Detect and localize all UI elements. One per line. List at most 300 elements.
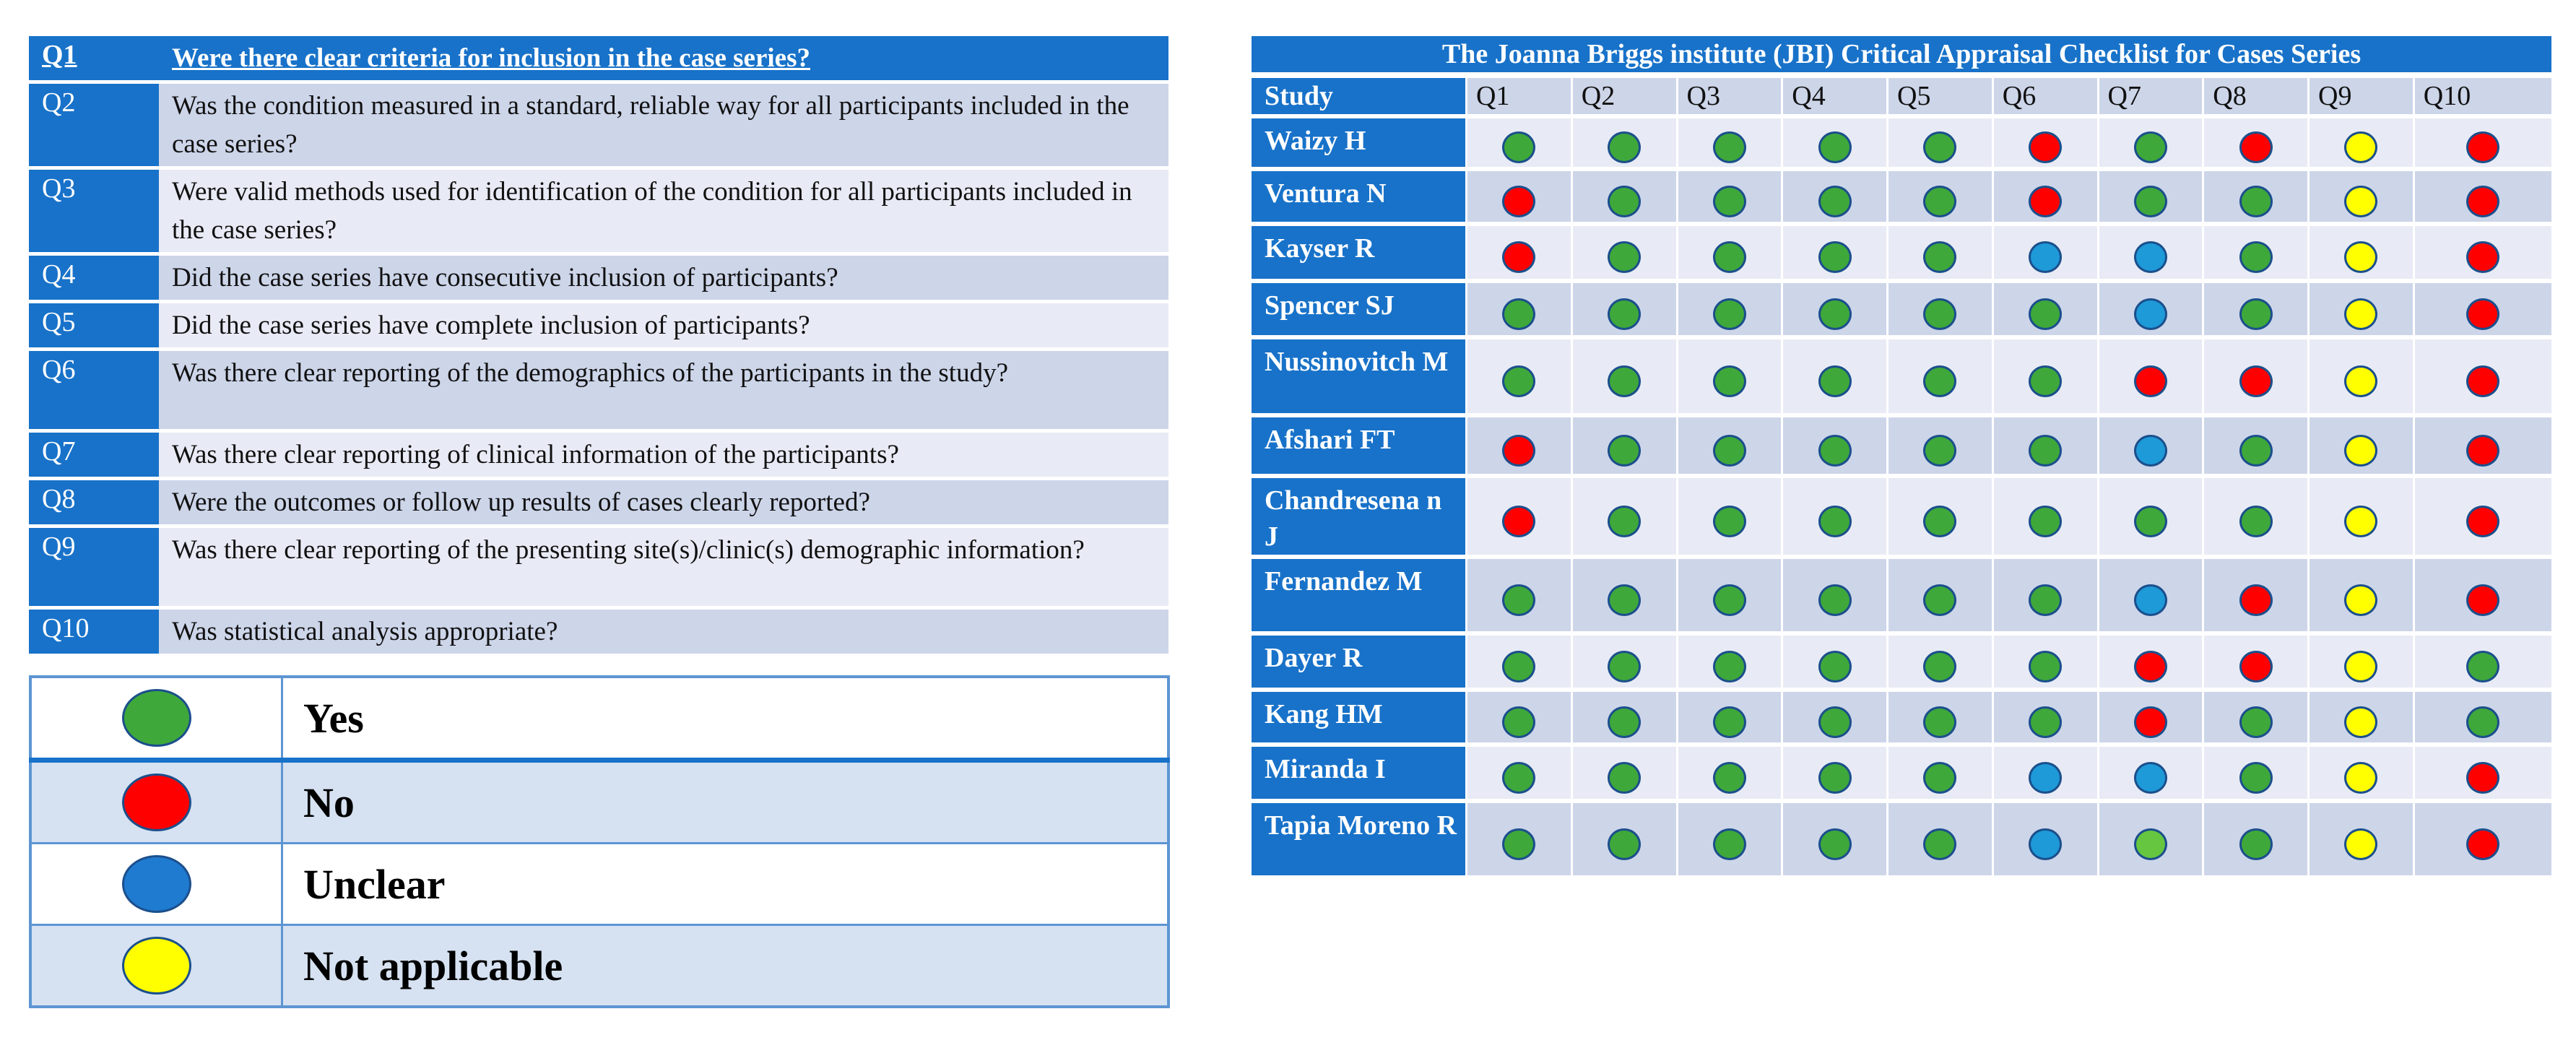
yes-circle-icon xyxy=(1608,506,1641,537)
yes-circle-icon xyxy=(1923,435,1956,467)
yes-circle-icon xyxy=(1713,584,1746,616)
not-applicable-circle-icon xyxy=(2344,131,2377,163)
no-circle-icon xyxy=(2466,435,2499,467)
yes-circle-icon xyxy=(1818,651,1852,682)
yes-circle-icon xyxy=(1818,241,1852,273)
rating-cell xyxy=(2310,417,2413,474)
rating-cell xyxy=(1467,118,1571,167)
yes-circle-icon xyxy=(1923,828,1956,860)
question-text: Was there clear reporting of clinical information of the participants? xyxy=(159,433,1168,477)
rating-cell xyxy=(2204,747,2307,799)
unclear-circle-icon xyxy=(2029,241,2062,273)
question-column-header: Q7 xyxy=(2099,78,2203,114)
yes-circle-icon xyxy=(1713,186,1746,217)
rating-cell xyxy=(1678,803,1782,875)
no-circle-icon xyxy=(2239,365,2273,397)
not-applicable-circle-icon xyxy=(2344,651,2377,682)
rating-cell xyxy=(2204,171,2307,222)
rating-cell xyxy=(1888,478,1992,555)
no-circle-icon xyxy=(1502,506,1535,537)
rating-cell xyxy=(2310,118,2413,167)
rating-cell xyxy=(2099,478,2203,555)
yes-circle-icon xyxy=(1608,651,1641,682)
question-column-header: Q4 xyxy=(1783,78,1886,114)
unclear-circle-icon xyxy=(2134,435,2167,467)
rating-cell xyxy=(1467,803,1571,875)
yes-circle-icon xyxy=(2029,365,2062,397)
rating-cell xyxy=(2310,171,2413,222)
jbi-table-title: The Joanna Briggs institute (JBI) Critical Appraisal Checklist for Cases Series xyxy=(1252,36,2551,72)
question-text: Did the case series have complete inclusion of participants? xyxy=(159,303,1168,347)
no-circle-icon xyxy=(2466,506,2499,537)
rating-cell xyxy=(1467,747,1571,799)
not-applicable-circle-icon xyxy=(2344,828,2377,860)
yes-circle-icon xyxy=(1818,131,1852,163)
rating-cell xyxy=(1888,747,1992,799)
rating-cell xyxy=(1994,171,2097,222)
unclear-circle-icon xyxy=(2029,762,2062,794)
rating-cell xyxy=(1678,118,1782,167)
rating-cell xyxy=(2310,226,2413,279)
question-row xyxy=(29,528,1168,606)
rating-cell xyxy=(1573,417,1676,474)
rating-cell xyxy=(2415,118,2551,167)
unclear-circle-icon xyxy=(2134,762,2167,794)
rating-cell xyxy=(1678,283,1782,335)
question-id: Q3 xyxy=(29,170,159,252)
rating-cell xyxy=(1783,417,1886,474)
study-name: Chandresena n J xyxy=(1252,478,1465,555)
rating-cell xyxy=(1783,747,1886,799)
question-id: Q6 xyxy=(29,351,159,429)
yes-circle-icon xyxy=(1608,706,1641,738)
rating-cell xyxy=(1678,636,1782,688)
rating-cell xyxy=(1467,226,1571,279)
rating-cell xyxy=(2415,478,2551,555)
yes-circle-icon xyxy=(2239,186,2273,217)
study-row xyxy=(1252,636,2551,688)
yes-circle-icon xyxy=(1923,651,1956,682)
yes-circle-icon xyxy=(2029,706,2062,738)
rating-cell xyxy=(2099,283,2203,335)
rating-cell xyxy=(1888,283,1992,335)
rating-cell xyxy=(1467,283,1571,335)
legend-label: Yes xyxy=(282,677,1169,760)
unclear-circle-icon xyxy=(2134,298,2167,330)
question-row xyxy=(29,170,1168,252)
yes-circle-icon xyxy=(2239,706,2273,738)
yes-circle-icon xyxy=(1923,584,1956,616)
question-text: Did the case series have consecutive inclusion of participants? xyxy=(159,256,1168,300)
yes-circle-icon xyxy=(1923,762,1956,794)
no-circle-icon xyxy=(2466,298,2499,330)
rating-cell xyxy=(1888,417,1992,474)
not-applicable-circle-icon xyxy=(2344,762,2377,794)
rating-cell xyxy=(1888,803,1992,875)
rating-cell xyxy=(2099,692,2203,742)
not-applicable-circle-icon xyxy=(2344,186,2377,217)
rating-cell xyxy=(2415,417,2551,474)
rating-cell xyxy=(1783,803,1886,875)
rating-cell xyxy=(2204,118,2307,167)
rating-cell xyxy=(2099,339,2203,413)
rating-cell xyxy=(1888,226,1992,279)
legend-label: Unclear xyxy=(282,844,1169,925)
rating-cell xyxy=(2099,226,2203,279)
rating-cell xyxy=(1573,226,1676,279)
question-text: Were the outcomes or follow up results of cases clearly reported? xyxy=(159,480,1168,524)
rating-cell xyxy=(1783,636,1886,688)
rating-cell xyxy=(1783,283,1886,335)
no-circle-icon xyxy=(2134,651,2167,682)
rating-cell xyxy=(2204,417,2307,474)
study-name: Kang HM xyxy=(1252,692,1465,742)
rating-cell xyxy=(2415,636,2551,688)
no-circle-icon xyxy=(2466,584,2499,616)
no-circle-icon xyxy=(1502,186,1535,217)
rating-cell xyxy=(1994,339,2097,413)
rating-cell xyxy=(2204,283,2307,335)
question-column-header: Q6 xyxy=(1994,78,2097,114)
rating-cell xyxy=(2310,478,2413,555)
rating-cell xyxy=(2204,636,2307,688)
study-name: Fernandez M xyxy=(1252,559,1465,631)
rating-cell xyxy=(1888,636,1992,688)
question-column-header: Q8 xyxy=(2204,78,2307,114)
study-row xyxy=(1252,171,2551,222)
question-column-header: Q10 xyxy=(2415,78,2551,114)
study-name: Dayer R xyxy=(1252,636,1465,688)
question-id: Q8 xyxy=(29,480,159,524)
yes-circle-icon xyxy=(1608,365,1641,397)
rating-cell xyxy=(1467,636,1571,688)
rating-cell xyxy=(1573,747,1676,799)
legend-item-unclear xyxy=(30,844,1168,925)
rating-cell xyxy=(2099,171,2203,222)
yes-circle-icon xyxy=(1713,131,1746,163)
rating-cell xyxy=(1994,417,2097,474)
legend-table xyxy=(29,675,1170,1008)
rating-cell xyxy=(2204,226,2307,279)
rating-cell xyxy=(1888,339,1992,413)
rating-cell xyxy=(2204,803,2307,875)
yes-circle-icon xyxy=(1818,435,1852,467)
yes-circle-icon xyxy=(1608,186,1641,217)
yes-circle-icon xyxy=(2134,828,2167,860)
study-row xyxy=(1252,339,2551,413)
yes-circle-icon xyxy=(1502,828,1535,860)
rating-cell xyxy=(2415,283,2551,335)
yes-circle-icon xyxy=(2239,828,2273,860)
study-row xyxy=(1252,118,2551,167)
no-circle-icon xyxy=(2029,131,2062,163)
rating-cell xyxy=(1467,478,1571,555)
unclear-circle-icon xyxy=(2134,584,2167,616)
yes-circle-icon xyxy=(1713,241,1746,273)
yes-circle-icon xyxy=(1923,241,1956,273)
question-column-header: Q2 xyxy=(1573,78,1676,114)
rating-cell xyxy=(1678,417,1782,474)
yes-circle-icon xyxy=(1923,298,1956,330)
no-circle-icon xyxy=(1502,435,1535,467)
rating-cell xyxy=(2310,559,2413,631)
no-circle-icon xyxy=(2239,651,2273,682)
yes-circle-icon xyxy=(1608,131,1641,163)
yes-circle-icon xyxy=(1818,584,1852,616)
question-row xyxy=(29,256,1168,300)
yes-circle-icon xyxy=(2029,651,2062,682)
yes-circle-icon xyxy=(1608,241,1641,273)
rating-cell xyxy=(1573,339,1676,413)
yes-circle-icon xyxy=(2239,241,2273,273)
yes-circle-icon xyxy=(1818,762,1852,794)
unclear-circle-icon xyxy=(2134,241,2167,273)
rating-cell xyxy=(2415,226,2551,279)
question-row xyxy=(29,351,1168,429)
yes-circle-icon xyxy=(2134,506,2167,537)
study-name: Spencer SJ xyxy=(1252,283,1465,335)
yes-circle-icon xyxy=(2134,186,2167,217)
rating-cell xyxy=(2310,692,2413,742)
yes-circle-icon xyxy=(1713,828,1746,860)
yes-circle-icon xyxy=(1608,762,1641,794)
legend-label: No xyxy=(282,760,1169,844)
yes-circle-icon xyxy=(2239,506,2273,537)
study-row xyxy=(1252,559,2551,631)
yes-circle-icon xyxy=(1713,365,1746,397)
rating-cell xyxy=(1678,559,1782,631)
rating-cell xyxy=(1994,636,2097,688)
rating-cell xyxy=(1994,692,2097,742)
question-column-header: Q9 xyxy=(2310,78,2413,114)
question-row xyxy=(29,480,1168,524)
no-circle-icon xyxy=(2466,131,2499,163)
not-applicable-circle-icon xyxy=(2344,584,2377,616)
no-circle-icon xyxy=(2466,241,2499,273)
question-id: Q1 xyxy=(29,36,159,80)
not-applicable-circle-icon xyxy=(2344,435,2377,467)
study-name: Kayser R xyxy=(1252,226,1465,279)
rating-cell xyxy=(1678,747,1782,799)
yes-circle-icon xyxy=(1713,762,1746,794)
rating-cell xyxy=(1994,559,2097,631)
rating-cell xyxy=(2099,803,2203,875)
rating-cell xyxy=(2204,478,2307,555)
not-applicable-circle-icon xyxy=(2344,298,2377,330)
study-row xyxy=(1252,803,2551,875)
rating-cell xyxy=(2310,339,2413,413)
not-applicable-circle-icon xyxy=(2344,706,2377,738)
study-name: Tapia Moreno R xyxy=(1252,803,1465,875)
rating-cell xyxy=(1783,692,1886,742)
question-text: Were there clear criteria for inclusion in the case series? xyxy=(159,36,1168,80)
yes-circle-icon xyxy=(2029,298,2062,330)
rating-cell xyxy=(1678,692,1782,742)
question-text: Was statistical analysis appropriate? xyxy=(159,610,1168,654)
yes-circle-icon xyxy=(1608,298,1641,330)
rating-cell xyxy=(1467,417,1571,474)
no-circle-icon xyxy=(122,774,191,831)
rating-cell xyxy=(2415,339,2551,413)
yes-circle-icon xyxy=(1923,706,1956,738)
question-column-header: Q5 xyxy=(1888,78,1992,114)
study-row xyxy=(1252,692,2551,742)
question-column-header: Q3 xyxy=(1678,78,1782,114)
rating-cell xyxy=(2415,692,2551,742)
question-id: Q10 xyxy=(29,610,159,654)
study-name: Ventura N xyxy=(1252,171,1465,222)
question-id: Q7 xyxy=(29,433,159,477)
rating-cell xyxy=(1678,339,1782,413)
rating-cell xyxy=(2204,559,2307,631)
rating-cell xyxy=(1994,118,2097,167)
question-row xyxy=(29,610,1168,654)
no-circle-icon xyxy=(2466,828,2499,860)
rating-cell xyxy=(1573,559,1676,631)
rating-cell xyxy=(2099,636,2203,688)
question-row xyxy=(29,84,1168,166)
no-circle-icon xyxy=(2239,131,2273,163)
question-id: Q4 xyxy=(29,256,159,300)
rating-cell xyxy=(1678,171,1782,222)
yes-circle-icon xyxy=(1713,651,1746,682)
rating-cell xyxy=(1573,118,1676,167)
question-text: Was there clear reporting of the demographics of the participants in the study? xyxy=(159,351,1168,429)
rating-cell xyxy=(1994,478,2097,555)
yes-circle-icon xyxy=(1818,506,1852,537)
yes-circle-icon xyxy=(1818,186,1852,217)
study-row xyxy=(1252,417,2551,474)
no-circle-icon xyxy=(2466,186,2499,217)
rating-cell xyxy=(1467,559,1571,631)
rating-cell xyxy=(1467,692,1571,742)
yes-circle-icon xyxy=(1502,706,1535,738)
question-text: Was the condition measured in a standard, reliable way for all participants included in the case series? xyxy=(159,84,1168,166)
yes-circle-icon xyxy=(2029,506,2062,537)
no-circle-icon xyxy=(2134,706,2167,738)
yes-circle-icon xyxy=(2029,584,2062,616)
rating-cell xyxy=(1573,636,1676,688)
yes-circle-icon xyxy=(1502,298,1535,330)
rating-cell xyxy=(1678,226,1782,279)
rating-cell xyxy=(1783,118,1886,167)
rating-cell xyxy=(2310,747,2413,799)
yes-circle-icon xyxy=(2239,298,2273,330)
rating-cell xyxy=(1783,171,1886,222)
rating-cell xyxy=(1573,478,1676,555)
question-row xyxy=(29,433,1168,477)
jbi-header-row xyxy=(1252,78,2551,114)
question-id: Q2 xyxy=(29,84,159,166)
rating-cell xyxy=(2099,118,2203,167)
study-name: Afshari FT xyxy=(1252,417,1465,474)
legend-item-yes xyxy=(30,677,1168,760)
yes-circle-icon xyxy=(1502,584,1535,616)
jbi-grid xyxy=(1249,74,2554,880)
study-name: Miranda I xyxy=(1252,747,1465,799)
yes-circle-icon xyxy=(1502,131,1535,163)
rating-cell xyxy=(1888,559,1992,631)
rating-cell xyxy=(2310,283,2413,335)
no-circle-icon xyxy=(2466,365,2499,397)
yes-circle-icon xyxy=(1502,365,1535,397)
rating-cell xyxy=(1573,692,1676,742)
rating-cell xyxy=(1783,339,1886,413)
not-applicable-circle-icon xyxy=(2344,365,2377,397)
yes-circle-icon xyxy=(1923,506,1956,537)
yes-circle-icon xyxy=(122,689,191,747)
rating-cell xyxy=(2204,339,2307,413)
yes-circle-icon xyxy=(1818,365,1852,397)
rating-cell xyxy=(1467,339,1571,413)
yes-circle-icon xyxy=(1502,762,1535,794)
rating-cell xyxy=(1573,803,1676,875)
unclear-circle-icon xyxy=(122,855,191,913)
rating-cell xyxy=(2099,559,2203,631)
rating-cell xyxy=(1573,283,1676,335)
yes-circle-icon xyxy=(1818,706,1852,738)
study-column-header: Study xyxy=(1252,78,1465,114)
yes-circle-icon xyxy=(2029,435,2062,467)
yes-circle-icon xyxy=(1608,828,1641,860)
rating-cell xyxy=(2099,747,2203,799)
na-circle-icon xyxy=(122,937,191,994)
yes-circle-icon xyxy=(1502,651,1535,682)
rating-cell xyxy=(1888,118,1992,167)
yes-circle-icon xyxy=(1608,584,1641,616)
question-id: Q5 xyxy=(29,303,159,347)
yes-circle-icon xyxy=(1713,298,1746,330)
yes-circle-icon xyxy=(1713,435,1746,467)
yes-circle-icon xyxy=(1818,828,1852,860)
rating-cell xyxy=(2310,803,2413,875)
rating-cell xyxy=(2415,803,2551,875)
questions-table xyxy=(29,32,1168,657)
rating-cell xyxy=(2415,559,2551,631)
question-text: Were valid methods used for identification of the condition for all participants included in the case series? xyxy=(159,170,1168,252)
yes-circle-icon xyxy=(1713,706,1746,738)
not-applicable-circle-icon xyxy=(2344,506,2377,537)
question-column-header: Q1 xyxy=(1467,78,1571,114)
yes-circle-icon xyxy=(1923,186,1956,217)
rating-cell xyxy=(1678,478,1782,555)
question-row xyxy=(29,303,1168,347)
yes-circle-icon xyxy=(2466,706,2499,738)
rating-cell xyxy=(2310,636,2413,688)
no-circle-icon xyxy=(2134,365,2167,397)
question-row xyxy=(29,36,1168,80)
yes-circle-icon xyxy=(1608,435,1641,467)
rating-cell xyxy=(1573,171,1676,222)
study-row xyxy=(1252,747,2551,799)
no-circle-icon xyxy=(2466,762,2499,794)
study-row xyxy=(1252,478,2551,555)
study-row xyxy=(1252,226,2551,279)
yes-circle-icon xyxy=(2239,762,2273,794)
rating-cell xyxy=(1994,803,2097,875)
study-name: Nussinovitch M xyxy=(1252,339,1465,413)
no-circle-icon xyxy=(2029,186,2062,217)
study-row xyxy=(1252,283,2551,335)
rating-cell xyxy=(2099,417,2203,474)
yes-circle-icon xyxy=(2239,435,2273,467)
study-name: Waizy H xyxy=(1252,118,1465,167)
rating-cell xyxy=(1888,171,1992,222)
no-circle-icon xyxy=(2239,584,2273,616)
rating-cell xyxy=(1467,171,1571,222)
rating-cell xyxy=(1783,226,1886,279)
rating-cell xyxy=(2415,171,2551,222)
